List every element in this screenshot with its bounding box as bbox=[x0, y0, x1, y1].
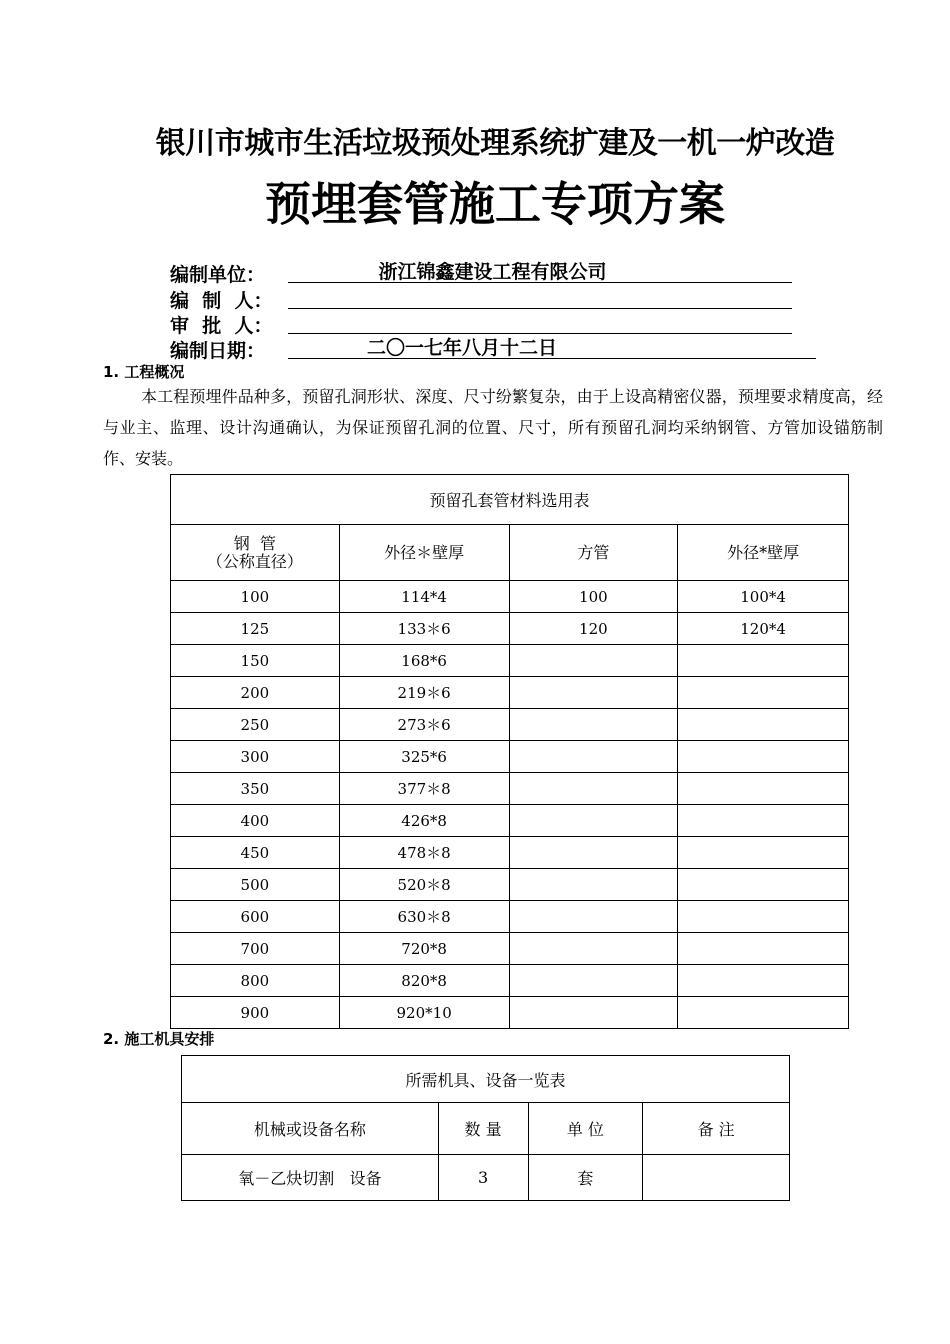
table-row bbox=[171, 613, 849, 645]
table-cell: 114*4 bbox=[339, 581, 509, 613]
header-equipment-name: 机械或设备名称 bbox=[182, 1103, 439, 1155]
table-cell bbox=[678, 773, 849, 805]
table-cell: 150 bbox=[171, 645, 340, 677]
table-row bbox=[171, 901, 849, 933]
table-row bbox=[171, 645, 849, 677]
materials-table-caption: 预留孔套管材料选用表 bbox=[171, 475, 849, 525]
header-remarks: 备 注 bbox=[643, 1103, 790, 1155]
unit-label: 编制单位： bbox=[170, 264, 266, 286]
table-cell: 250 bbox=[171, 709, 340, 741]
table-row bbox=[171, 709, 849, 741]
table-cell: 630＊8 bbox=[339, 901, 509, 933]
header-square-outer-diameter: 外径*壁厚 bbox=[678, 525, 849, 581]
table-cell: 720*8 bbox=[339, 933, 509, 965]
table-cell: 120 bbox=[509, 613, 678, 645]
table-row bbox=[182, 1155, 790, 1201]
table-cell: 900 bbox=[171, 997, 340, 1029]
table-cell bbox=[678, 741, 849, 773]
author-label: 编 制 人： bbox=[170, 290, 273, 312]
table-cell: 3 bbox=[438, 1155, 528, 1201]
date-value: 二〇一七年八月十二日 bbox=[366, 337, 557, 359]
section2-heading: 2. 施工机具安排 bbox=[103, 1030, 215, 1048]
table-cell: 500 bbox=[171, 869, 340, 901]
table-cell bbox=[509, 933, 678, 965]
header-quantity: 数 量 bbox=[438, 1103, 528, 1155]
table-cell: 273＊6 bbox=[339, 709, 509, 741]
table-cell bbox=[678, 805, 849, 837]
table-row bbox=[171, 741, 849, 773]
table-cell bbox=[509, 997, 678, 1029]
section1-heading: 1. 工程概况 bbox=[103, 363, 185, 381]
table-cell bbox=[509, 645, 678, 677]
author-line bbox=[288, 288, 792, 309]
table-cell: 600 bbox=[171, 901, 340, 933]
header-steel-pipe-line2: （公称直径） bbox=[206, 551, 303, 571]
document-title-line2: 预埋套管施工专项方案 bbox=[265, 177, 725, 231]
table-cell bbox=[678, 677, 849, 709]
header-unit: 单 位 bbox=[528, 1103, 643, 1155]
table-cell bbox=[678, 997, 849, 1029]
table-cell bbox=[678, 901, 849, 933]
table-cell: 478＊8 bbox=[339, 837, 509, 869]
table-cell: 100 bbox=[171, 581, 340, 613]
table-cell: 200 bbox=[171, 677, 340, 709]
table-cell bbox=[509, 869, 678, 901]
table-row bbox=[171, 997, 849, 1029]
equipment-table-caption: 所需机具、设备一览表 bbox=[182, 1056, 790, 1103]
table-cell: 168*6 bbox=[339, 645, 509, 677]
table-cell: 325*6 bbox=[339, 741, 509, 773]
table-cell bbox=[509, 837, 678, 869]
table-row bbox=[171, 869, 849, 901]
approver-line bbox=[288, 313, 792, 334]
table-row bbox=[171, 965, 849, 997]
table-cell: 400 bbox=[171, 805, 340, 837]
table-row bbox=[171, 837, 849, 869]
table-row bbox=[171, 581, 849, 613]
table-row bbox=[171, 677, 849, 709]
table-cell: 套 bbox=[528, 1155, 643, 1201]
table-cell: 100 bbox=[509, 581, 678, 613]
table-cell: 133＊6 bbox=[339, 613, 509, 645]
table-cell: 125 bbox=[171, 613, 340, 645]
table-row bbox=[171, 805, 849, 837]
table-cell: 920*10 bbox=[339, 997, 509, 1029]
table-cell: 800 bbox=[171, 965, 340, 997]
table-cell bbox=[509, 677, 678, 709]
materials-table bbox=[170, 474, 849, 1029]
table-cell bbox=[678, 869, 849, 901]
table-cell: 120*4 bbox=[678, 613, 849, 645]
table-cell: 350 bbox=[171, 773, 340, 805]
table-cell: 700 bbox=[171, 933, 340, 965]
table-cell: 377＊8 bbox=[339, 773, 509, 805]
table-cell bbox=[678, 933, 849, 965]
table-row bbox=[171, 773, 849, 805]
table-cell bbox=[509, 741, 678, 773]
approver-label: 审 批 人： bbox=[170, 315, 273, 337]
header-outer-diameter: 外径＊壁厚 bbox=[339, 525, 509, 581]
table-cell bbox=[643, 1155, 790, 1201]
table-cell: 219＊6 bbox=[339, 677, 509, 709]
table-cell bbox=[678, 837, 849, 869]
unit-value: 浙江锦鑫建设工程有限公司 bbox=[378, 261, 607, 283]
table-cell: 300 bbox=[171, 741, 340, 773]
table-cell: 520＊8 bbox=[339, 869, 509, 901]
table-cell bbox=[678, 965, 849, 997]
table-cell bbox=[678, 645, 849, 677]
table-cell: 820*8 bbox=[339, 965, 509, 997]
header-square-pipe: 方管 bbox=[509, 525, 678, 581]
table-cell bbox=[509, 805, 678, 837]
section1-paragraph: 本工程预埋件品种多，预留孔洞形状、深度、尺寸纷繁复杂，由于上设高精密仪器，预埋要求精度高，经与业主、监理、设计沟通确认，为保证预留孔洞的位置、尺寸，所有预留孔洞均采纳钢管、方管加设锚筋制作、安装。 bbox=[103, 387, 883, 468]
equipment-table bbox=[181, 1055, 790, 1201]
table-cell bbox=[678, 709, 849, 741]
table-cell: 100*4 bbox=[678, 581, 849, 613]
table-cell: 氧－乙炔切割 设备 bbox=[182, 1155, 439, 1201]
table-cell bbox=[509, 773, 678, 805]
table-row bbox=[171, 933, 849, 965]
table-cell bbox=[509, 965, 678, 997]
table-cell bbox=[509, 901, 678, 933]
table-cell bbox=[509, 709, 678, 741]
table-cell: 426*8 bbox=[339, 805, 509, 837]
document-title-line1: 银川市城市生活垃圾预处理系统扩建及一机一炉改造 bbox=[155, 126, 835, 161]
header-steel-pipe bbox=[171, 525, 340, 581]
table-cell: 450 bbox=[171, 837, 340, 869]
date-label: 编制日期： bbox=[170, 340, 266, 362]
header-steel-pipe-line1: 钢 管 bbox=[233, 533, 276, 553]
